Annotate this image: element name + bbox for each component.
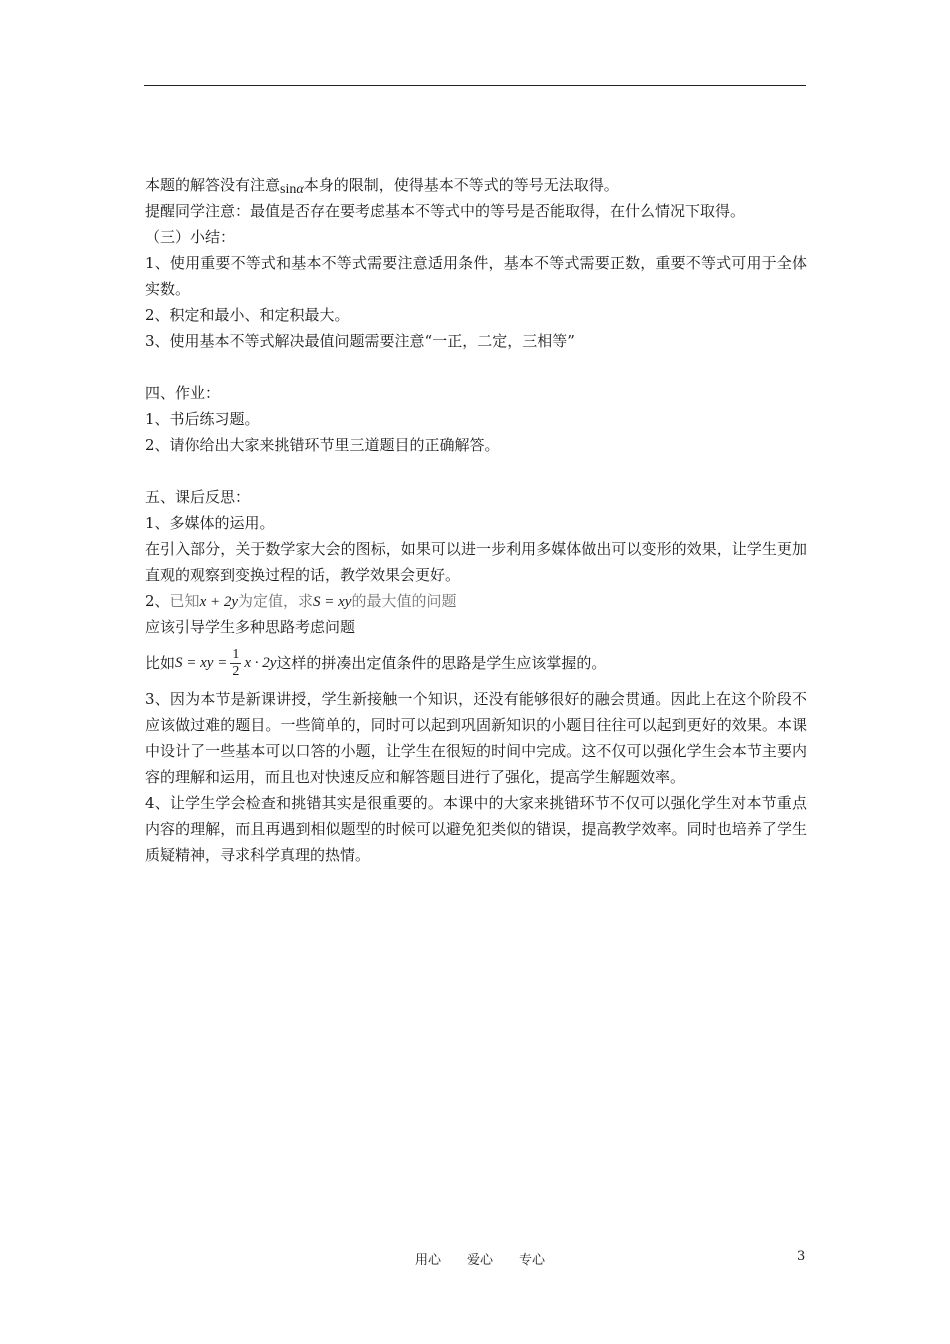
paragraph-reflection-2: [145, 588, 807, 614]
text: 这样的拼凑出定值条件的思路是学生应该掌握的。: [276, 654, 607, 672]
text: 的最大值的问题: [351, 592, 457, 610]
math-expression: S = xy: [313, 594, 352, 610]
math-expression: x + 2y: [199, 594, 238, 610]
paragraph-example-formula: [145, 640, 807, 686]
paragraph-homework-1: 1、书后练习题。: [145, 410, 260, 428]
paragraph-reminder: 提醒同学注意：最值是否存在要考虑基本不等式中的等号是否能取得，在什么情况下取得。: [145, 202, 746, 220]
paragraph-multimedia: 在引入部分，关于数学家大会的图标，如果可以进一步利用多媒体做出可以变形的效果，让学生更加直观的观察到变换过程的话，教学效果会更好。: [145, 540, 807, 584]
paragraph-summary-3: 3、使用基本不等式解决最值问题需要注意“一正，二定，三相等”: [145, 332, 575, 350]
heading-homework: 四、作业：: [145, 384, 221, 402]
math-expression: x · 2y: [244, 655, 277, 671]
heading-reflection: 五、课后反思：: [145, 488, 251, 506]
math-sin: [280, 182, 304, 197]
text: 比如: [145, 654, 176, 672]
item-number: 2、: [145, 592, 170, 610]
paragraph-reflection-3: 3、因为本节是新课讲授，学生新接触一个知识，还没有能够很好的融会贯通。因此上在这个阶段不应该做过难的题目。一些简单的，同时可以起到巩固新知识的小题目往往可以起到更好的效果。本课中设计了一些基本可以口答的小题，让学生在很短的时间中完成。这不仅可以强化学生会本节主要内容的理解和运用，而且也对快速反应和解答题目进行了强化，提高学生解题效率。: [145, 690, 807, 786]
fraction-denominator: 2: [232, 663, 240, 679]
document-body: [145, 172, 807, 868]
page-number: 3: [797, 1249, 806, 1264]
paragraph-reflection-4: 4、让学生学会检查和挑错其实是很重要的。本课中的大家来挑错环节不仅可以强化学生对本节重点内容的理解，而且再遇到相似题型的时候可以避免犯类似的错误，提高教学效率。同时也培养了学生质疑精神，寻求科学真理的热情。: [145, 794, 807, 864]
text: 已知: [169, 592, 200, 610]
paragraph-reflection-1: 1、多媒体的运用。: [145, 514, 275, 532]
spacer: [145, 458, 807, 484]
paragraph-summary-2: 2、积定和最小、和定积最大。: [145, 306, 350, 324]
text: 本身的限制，使得基本不等式的等号无法取得。: [303, 176, 619, 194]
paragraph-homework-2: 2、请你给出大家来挑错环节里三道题目的正确解答。: [145, 436, 500, 454]
spacer: [145, 354, 807, 380]
fraction-numerator: 1: [232, 646, 240, 662]
text: 本题的解答没有注意: [145, 176, 281, 194]
paragraph-guidance: 应该引导学生多种思路考虑问题: [145, 618, 356, 636]
alpha-symbol: α: [296, 182, 304, 197]
header-rule: [144, 85, 806, 86]
text: 为定值，求: [238, 592, 314, 610]
footer-motto: 用心 爱心 专心: [414, 1253, 545, 1268]
math-expression: S = xy =: [175, 655, 228, 671]
fraction: [230, 647, 241, 680]
paragraph-sin-note: [145, 172, 807, 198]
sin-text: sin: [280, 182, 297, 197]
heading-summary: （三）小结：: [145, 228, 236, 246]
paragraph-summary-1: 1、使用重要不等式和基本不等式需要注意适用条件，基本不等式需要正数，重要不等式可用于全体实数。: [145, 254, 807, 298]
